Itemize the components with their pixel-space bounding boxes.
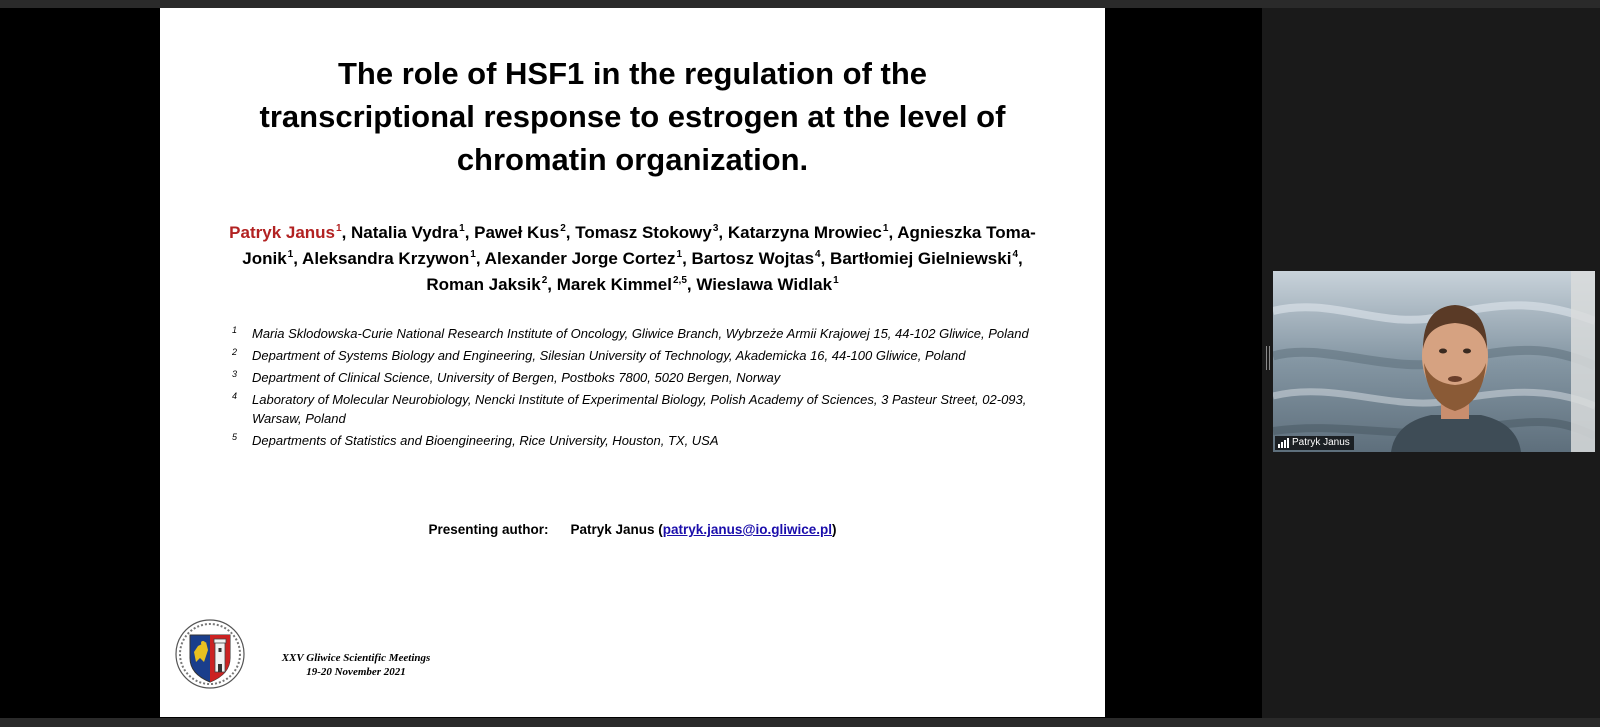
author-name: Aleksandra Krzywon [302, 249, 470, 268]
author-affiliation-sup: 2,5 [672, 275, 687, 286]
participant-name-tag [1275, 436, 1354, 450]
author-affiliation-sup: 2 [560, 223, 566, 234]
affiliation-number: 4 [232, 391, 238, 401]
author-affiliation-sup: 1 [470, 249, 476, 260]
affiliation-number: 3 [232, 369, 238, 379]
author-name: Agnieszka Toma-Jonik [242, 223, 1036, 268]
affiliation-item [232, 324, 1032, 343]
presenter-author-name: Patryk Janus [229, 223, 336, 242]
top-bar [0, 0, 1600, 8]
author-separator: , [888, 223, 898, 242]
author-affiliation-sup: 4 [1012, 249, 1019, 260]
affiliation-text: Laboratory of Molecular Neurobiology, Nencki Institute of Experimental Biology, Polish Academy of Sciences, 3 Pasteur Street, 02-093, Warsaw, Poland [252, 392, 1027, 426]
author-name: Paweł Kus [474, 223, 560, 242]
meeting-caption [246, 651, 466, 679]
author-separator: , [464, 223, 475, 242]
affiliation-text: Department of Clinical Science, University of Bergen, Postboks 7800, 5020 Bergen, Norway [252, 370, 781, 385]
author-name: Katarzyna Mrowiec [727, 223, 882, 242]
title-line: transcriptional response to estrogen at the level of [259, 99, 1006, 134]
affiliation-text: Maria Sklodowska-Curie National Research Institute of Oncology, Gliwice Branch, Wybrzeże Armii Krajowej 15, 44-102 Gliwice, Poland [252, 326, 1029, 341]
paren-close: ) [832, 522, 837, 537]
affiliation-number: 5 [232, 432, 238, 442]
author-affiliation-sup: 1 [287, 249, 294, 260]
author-list [220, 220, 1045, 298]
author-name: Bartłomiej Gielniewski [830, 249, 1012, 268]
author-separator: , [293, 249, 303, 268]
author-affiliation-sup: 1 [459, 223, 465, 234]
author-affiliation-sup: 1 [833, 275, 839, 286]
author-name: Roman Jaksik [426, 275, 541, 294]
author-separator: , [565, 223, 576, 242]
signal-strength-icon [1278, 438, 1289, 448]
author-separator: , [1018, 249, 1023, 268]
affiliation-text: Departments of Statistics and Bioengineering, Rice University, Houston, TX, USA [252, 433, 719, 448]
participant-video-tile[interactable] [1273, 271, 1595, 452]
author-affiliation-sup: 1 [336, 223, 342, 234]
title-line: The role of HSF1 in the regulation of the [337, 56, 927, 91]
presenting-author-label: Presenting author: [428, 522, 549, 537]
author-affiliation-sup: 2 [541, 275, 548, 286]
affiliation-item [232, 431, 1032, 450]
author-separator: , [686, 275, 697, 294]
affiliation-number: 2 [232, 347, 238, 357]
presenting-author-name: Patryk Janus [570, 522, 655, 537]
meeting-dates: 19-20 November 2021 [306, 666, 406, 678]
author-separator: , [820, 249, 831, 268]
author-name: Natalia Vydra [351, 223, 459, 242]
affiliation-list [232, 324, 1032, 453]
author-name: Tomasz Stokowy [575, 223, 712, 242]
affiliation-text: Department of Systems Biology and Engineering, Silesian University of Technology, Akademicka 16, 44-100 Gliwice, Poland [252, 348, 966, 363]
author-name: Alexander Jorge Cortez [484, 249, 676, 268]
webcam-feed [1273, 271, 1595, 452]
author-name: Marek Kimmel [556, 275, 672, 294]
author-separator: , [341, 223, 352, 242]
affiliation-item [232, 368, 1032, 387]
presenter-email-link[interactable]: patryk.janus@io.gliwice.pl [662, 522, 833, 537]
shared-slide [160, 8, 1105, 717]
author-affiliation-sup: 4 [815, 249, 821, 260]
panel-resize-handle-icon[interactable] [1266, 346, 1270, 370]
author-name: Wieslawa Widlak [696, 275, 833, 294]
author-separator: , [718, 223, 728, 242]
gliwice-coat-of-arms-icon [174, 618, 246, 690]
author-separator: , [475, 249, 485, 268]
affiliation-item [232, 346, 1032, 365]
slide-title [190, 52, 1075, 181]
presenting-author-line [160, 522, 1105, 537]
meeting-name: XXV Gliwice Scientific Meetings [281, 652, 431, 664]
participant-name: Patryk Janus [1292, 437, 1350, 448]
affiliation-item [232, 390, 1032, 428]
author-separator: , [547, 275, 557, 294]
paren-open: ( [658, 522, 663, 537]
bottom-bar [0, 718, 1600, 727]
author-affiliation-sup: 1 [882, 223, 889, 234]
author-separator: , [682, 249, 692, 268]
author-name: Bartosz Wojtas [691, 249, 815, 268]
author-affiliation-sup: 1 [676, 249, 683, 260]
title-line: chromatin organization. [456, 142, 809, 177]
author-affiliation-sup: 3 [712, 223, 719, 234]
affiliation-number: 1 [232, 325, 238, 335]
